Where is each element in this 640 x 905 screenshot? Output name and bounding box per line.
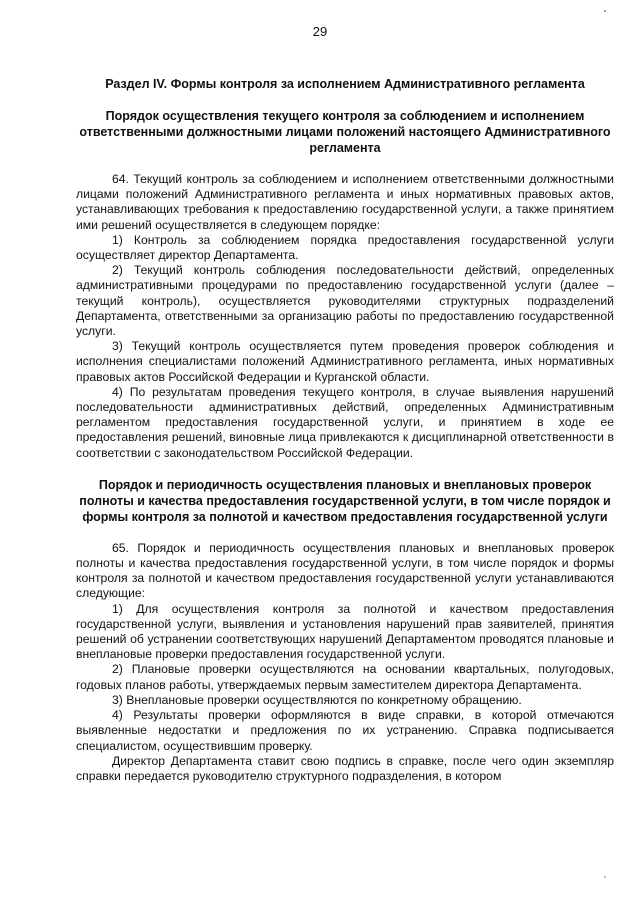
paragraph-64: 64. Текущий контроль за соблюдением и исполнением ответственными должностными лицами положений Административного регламента и иных нормативных правовых актов, устанавливающих требования к предоставлению государственной услуги, а также принятием ими решений осуществляется в следующем порядке: [76, 172, 614, 232]
page-number: 29 [312, 24, 328, 39]
document-body [76, 76, 614, 784]
paragraph-65-item-2: 2) Плановые проверки осуществляются на основании квартальных, полугодовых, годовых планов работы, утверждаемых первым заместителем директора Департамента. [76, 662, 614, 692]
paragraph-65-item-3: 3) Внеплановые проверки осуществляются по конкретному обращению. [112, 692, 522, 707]
paragraph-65-continuation: Директор Департамента ставит свою подпись в справке, после чего один экземпляр справки передается руководителю структурного подразделения, в котором [76, 753, 614, 783]
paragraph-64-item-3: 3) Текущий контроль осуществляется путем проведения проверок соблюдения и исполнения специалистами положений Административного регламента, иных нормативных правовых актов Российской Федерации и Курганской области. [76, 339, 614, 384]
scan-speck-bottom [604, 876, 606, 878]
paragraph-65-item-4: 4) Результаты проверки оформляются в виде справки, в которой отмечаются выявленные недостатки и предложения по их устранению. Справка подписывается специалистом, осуществившим проверку. [76, 708, 614, 753]
paragraph-64-item-4: 4) По результатам проведения текущего контроля, в случае выявления нарушений последовательности административных действий, определенных Административным регламентом предоставления государственной услуги, и принятием в ходе ее предоставления решений, виновные лица привлекаются к дисциплинарной ответственности в соответствии с законодательством Российской Федерации. [76, 384, 614, 460]
subsection-title-current-control: Порядок осуществления текущего контроля за соблюдением и исполнением ответственными должностными лицами положений настоящего Административного регламента [79, 109, 611, 155]
paragraph-65: 65. Порядок и периодичность осуществления плановых и внеплановых проверок полноты и качества предоставления государственной услуги, в том числе порядок и формы контроля за полнотой и качеством предоставления государственной услуги устанавливаются следующие: [76, 540, 614, 601]
paragraph-64-item-2: 2) Текущий контроль соблюдения последовательности действий, определенных административными процедурами по предоставлению государственной услуги (далее – текущий контроль), осуществляется руководителями структурных подразделений Департамента, ответственными за организацию работы по предоставлению государственной услуги. [76, 263, 614, 339]
scan-speck [604, 10, 606, 12]
paragraph-64-item-1: 1) Контроль за соблюдением порядка предоставления государственной услуги осуществляет директор Департамента. [76, 232, 614, 263]
section-title: Раздел IV. Формы контроля за исполнением Административного регламента [105, 77, 585, 91]
paragraph-65-item-1: 1) Для осуществления контроля за полнотой и качеством предоставления государственной услуги, выявления и установления нарушений прав заявителей, принятия решений об устранении соответствующих нарушений Департаментом проводятся плановые и внеплановые проверки предоставления государственной услуги. [76, 601, 614, 662]
subsection-title-inspections: Порядок и периодичность осуществления плановых и внеплановых проверок полноты и качества предоставления государственной услуги, в том числе порядок и формы контроля за полнотой и качеством предоставления государственной услуги [79, 477, 611, 524]
